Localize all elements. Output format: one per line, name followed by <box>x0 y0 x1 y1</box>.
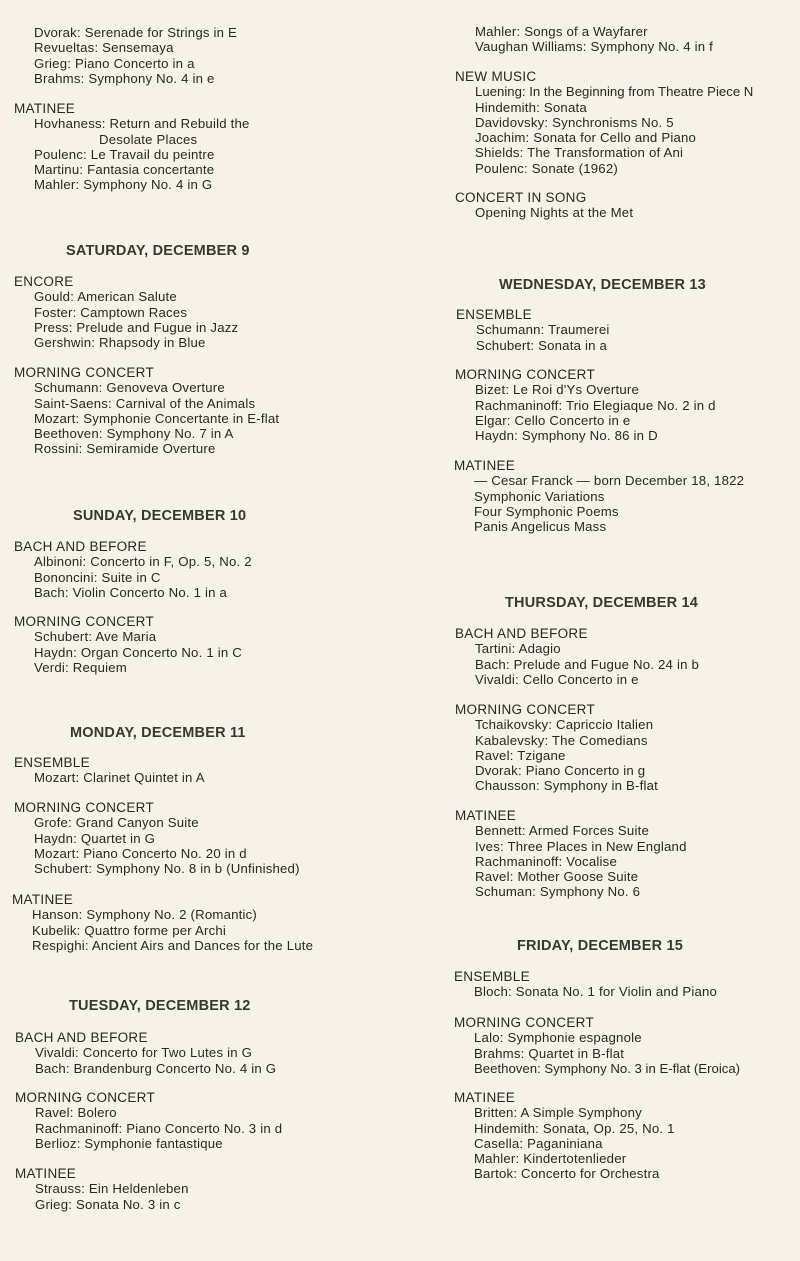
continued-block <box>14 25 400 86</box>
program-item: Mahler: Kindertotenlieder <box>474 1151 627 1167</box>
program-item: Mahler: Symphony No. 4 in G <box>34 177 213 193</box>
section-label: MORNING CONCERT <box>455 702 596 717</box>
program-item: Panis Angelicus Mass <box>474 519 607 535</box>
day-heading-wednesday: WEDNESDAY, DECEMBER 13 <box>499 277 706 293</box>
program-item: Lalo: Symphonie espagnole <box>474 1030 642 1046</box>
morning-concert-section <box>14 365 400 457</box>
program-list <box>454 1105 800 1181</box>
section-label: ENSEMBLE <box>14 755 90 770</box>
program-item: Bach: Brandenburg Concerto No. 4 in G <box>35 1060 277 1076</box>
section-label: MORNING CONCERT <box>14 365 155 380</box>
matinee-section <box>15 1166 400 1212</box>
program-list <box>454 473 800 534</box>
section-label: MATINEE <box>455 808 517 823</box>
program-item: Hanson: Symphony No. 2 (Romantic) <box>32 907 258 923</box>
program-item: Bach: Prelude and Fugue No. 24 in b <box>475 656 700 672</box>
section-label: MORNING CONCERT <box>14 800 155 815</box>
program-item: Gershwin: Rhapsody in Blue <box>34 335 206 351</box>
day-heading-tuesday: TUESDAY, DECEMBER 12 <box>69 998 251 1014</box>
program-item: Ravel: Bolero <box>35 1105 117 1121</box>
program-item: Shields: The Transformation of Ani <box>475 145 684 161</box>
program-item: Foster: Camptown Races <box>34 304 188 320</box>
program-item: Ives: Three Places in New England <box>475 838 687 854</box>
program-item: Dvorak: Piano Concerto in g <box>475 763 646 779</box>
new-music-section <box>455 69 800 176</box>
section-label: MORNING CONCERT <box>454 1015 595 1030</box>
section-label: MATINEE <box>15 1166 77 1181</box>
program-item: Tartini: Adagio <box>475 641 561 657</box>
ensemble-section <box>456 307 800 353</box>
program-item: Brahms: Symphony No. 4 in e <box>34 70 215 86</box>
program-item: Tchaikovsky: Capriccio Italien <box>475 717 654 733</box>
ensemble-section <box>14 755 400 786</box>
section-label: BACH AND BEFORE <box>15 1030 148 1045</box>
program-item: Grieg: Piano Concerto in a <box>34 55 195 71</box>
program-item: Schubert: Symphony No. 8 in b (Unfinished) <box>34 861 300 877</box>
program-item: Beethoven: Symphony No. 7 in A <box>34 426 234 442</box>
program-item: Dvorak: Serenade for Strings in E <box>34 25 238 40</box>
program-item: Bizet: Le Roi d'Ys Overture <box>475 382 640 398</box>
section-label: MATINEE <box>454 458 516 473</box>
morning-concert-section <box>455 367 800 443</box>
program-list <box>15 1105 400 1151</box>
section-label: MORNING CONCERT <box>455 367 596 382</box>
program-item: Bennett: Armed Forces Suite <box>475 823 649 839</box>
program-item: Bononcini: Suite in C <box>34 569 161 585</box>
program-item: Four Symphonic Poems <box>474 503 619 519</box>
program-item: Schubert: Ave Maria <box>34 629 157 645</box>
program-item: Rachmaninoff: Vocalise <box>475 853 617 869</box>
matinee-section <box>455 808 800 900</box>
matinee-section <box>12 892 400 953</box>
section-label: MATINEE <box>454 1090 516 1105</box>
program-item: Vaughan Williams: Symphony No. 4 in f <box>475 39 714 55</box>
program-item: Elgar: Cello Concerto in e <box>475 412 631 428</box>
program-list <box>455 382 800 443</box>
bach-and-before-section <box>455 626 800 687</box>
program-item: Grofe: Grand Canyon Suite <box>34 815 199 831</box>
program-list <box>14 815 400 876</box>
program-item: Brahms: Quartet in B-flat <box>474 1045 625 1061</box>
program-item: Gould: American Salute <box>34 289 177 305</box>
morning-concert-section <box>15 1090 400 1151</box>
day-heading-friday: FRIDAY, DECEMBER 15 <box>517 938 684 954</box>
program-list <box>12 907 400 953</box>
program-item: Saint-Saens: Carnival of the Animals <box>34 395 256 411</box>
program-item: Haydn: Symphony No. 86 in D <box>475 428 658 444</box>
program-item: Mozart: Piano Concerto No. 20 in d <box>34 845 247 861</box>
program-item: Albinoni: Concerto in F, Op. 5, No. 2 <box>34 554 252 570</box>
section-label: ENSEMBLE <box>456 307 532 322</box>
program-item: Rossini: Semiramide Overture <box>34 441 216 457</box>
program-item: Ravel: Tzigane <box>475 747 566 763</box>
program-list <box>454 984 800 999</box>
program-list <box>14 380 400 456</box>
program-item: Symphonic Variations <box>474 488 605 504</box>
ensemble-section <box>454 969 800 1000</box>
bach-and-before-section <box>15 1030 400 1076</box>
program-item: Haydn: Organ Concerto No. 1 in C <box>34 644 242 660</box>
program-item: Hovhaness: Return and Rebuild the <box>34 116 250 132</box>
day-heading-saturday: SATURDAY, DECEMBER 9 <box>66 243 250 259</box>
program-list <box>455 24 800 55</box>
program-list <box>455 717 800 793</box>
program-list <box>14 116 400 192</box>
program-item: Bloch: Sonata No. 1 for Violin and Piano <box>474 984 718 1000</box>
program-item: Kabalevsky: The Comedians <box>475 732 648 748</box>
program-item: Mahler: Songs of a Wayfarer <box>475 24 648 39</box>
matinee-section <box>454 458 800 534</box>
section-label: ENCORE <box>14 274 74 289</box>
program-item: Britten: A Simple Symphony <box>474 1105 642 1121</box>
program-item: Verdi: Requiem <box>34 659 127 675</box>
program-list <box>15 1181 400 1212</box>
program-list <box>455 205 800 220</box>
section-label: MATINEE <box>14 101 76 116</box>
program-list <box>14 289 400 350</box>
program-list <box>14 770 400 785</box>
program-item: Joachim: Sonata for Cello and Piano <box>475 130 697 146</box>
program-item: Revueltas: Sensemaya <box>34 40 174 56</box>
section-label: MORNING CONCERT <box>15 1090 156 1105</box>
program-item: Luening: In the Beginning from Theatre Piece N <box>475 84 754 100</box>
program-item: Hindemith: Sonata <box>475 99 587 115</box>
program-item: Respighi: Ancient Airs and Dances for the Lute <box>32 937 314 953</box>
matinee-section <box>454 1090 800 1182</box>
section-label: BACH AND BEFORE <box>455 626 588 641</box>
section-label: ENSEMBLE <box>454 969 530 984</box>
program-item: Vivaldi: Concerto for Two Lutes in G <box>35 1045 253 1061</box>
program-list <box>14 629 400 675</box>
program-list <box>455 641 800 687</box>
program-item: Grieg: Sonata No. 3 in c <box>35 1196 181 1212</box>
program-item: Haydn: Quartet in G <box>34 830 156 846</box>
program-item: Kubelik: Quattro forme per Archi <box>32 922 227 938</box>
morning-concert-section <box>454 1015 800 1076</box>
encore-section <box>14 274 400 350</box>
program-item: Chausson: Symphony in B-flat <box>475 778 658 794</box>
program-item: Schumann: Traumerei <box>476 322 610 338</box>
day-heading-monday: MONDAY, DECEMBER 11 <box>70 725 246 741</box>
program-item: Schuman: Symphony No. 6 <box>475 884 641 900</box>
section-label: CONCERT IN SONG <box>455 190 587 205</box>
section-label: MATINEE <box>12 892 74 907</box>
section-label: NEW MUSIC <box>455 69 537 84</box>
program-list <box>454 1030 800 1076</box>
program-item: Schumann: Genoveva Overture <box>34 380 225 396</box>
program-item: Bach: Violin Concerto No. 1 in a <box>34 584 228 600</box>
program-item: Mozart: Clarinet Quintet in A <box>34 770 205 786</box>
section-label: BACH AND BEFORE <box>14 539 147 554</box>
program-item: Berlioz: Symphonie fantastique <box>35 1135 223 1151</box>
concert-in-song-section <box>455 190 800 221</box>
program-item: Ravel: Mother Goose Suite <box>475 869 639 885</box>
program-item-continuation: Desolate Places <box>99 131 198 147</box>
bach-and-before-section <box>14 539 400 600</box>
program-item: Rachmaninoff: Piano Concerto No. 3 in d <box>35 1120 283 1136</box>
matinee-section <box>14 101 400 193</box>
program-item: Press: Prelude and Fugue in Jazz <box>34 319 239 335</box>
program-item: — Cesar Franck — born December 18, 1822 <box>474 473 745 489</box>
program-item: Hindemith: Sonata, Op. 25, No. 1 <box>474 1120 675 1136</box>
program-item: Schubert: Sonata in a <box>476 337 608 353</box>
program-list <box>455 84 800 176</box>
program-list <box>15 1045 400 1076</box>
program-item: Vivaldi: Cello Concerto in e <box>475 671 639 687</box>
day-heading-thursday: THURSDAY, DECEMBER 14 <box>505 595 699 611</box>
program-list <box>455 823 800 899</box>
program-item: Mozart: Symphonie Concertante in E-flat <box>34 410 280 426</box>
program-item: Beethoven: Symphony No. 3 in E-flat (Eroica) <box>474 1060 741 1076</box>
program-item: Bartok: Concerto for Orchestra <box>474 1166 660 1182</box>
program-list <box>14 554 400 600</box>
morning-concert-section <box>14 614 400 675</box>
program-item: Martinu: Fantasia concertante <box>34 162 215 178</box>
program-item: Casella: Paganiniana <box>474 1135 603 1151</box>
program-item: Rachmaninoff: Trio Elegiaque No. 2 in d <box>475 397 716 413</box>
program-list <box>456 322 800 353</box>
section-label: MORNING CONCERT <box>14 614 155 629</box>
program-item: Davidovsky: Synchronisms No. 5 <box>475 114 674 130</box>
morning-concert-section <box>455 702 800 794</box>
program-item: Poulenc: Le Travail du peintre <box>34 146 215 162</box>
program-list <box>14 25 400 86</box>
program-item: Opening Nights at the Met <box>475 205 634 221</box>
program-item: Poulenc: Sonate (1962) <box>475 160 618 176</box>
morning-concert-section <box>14 800 400 876</box>
program-item: Strauss: Ein Heldenleben <box>35 1181 189 1197</box>
day-heading-sunday: SUNDAY, DECEMBER 10 <box>73 508 247 524</box>
continued-block <box>455 24 800 55</box>
